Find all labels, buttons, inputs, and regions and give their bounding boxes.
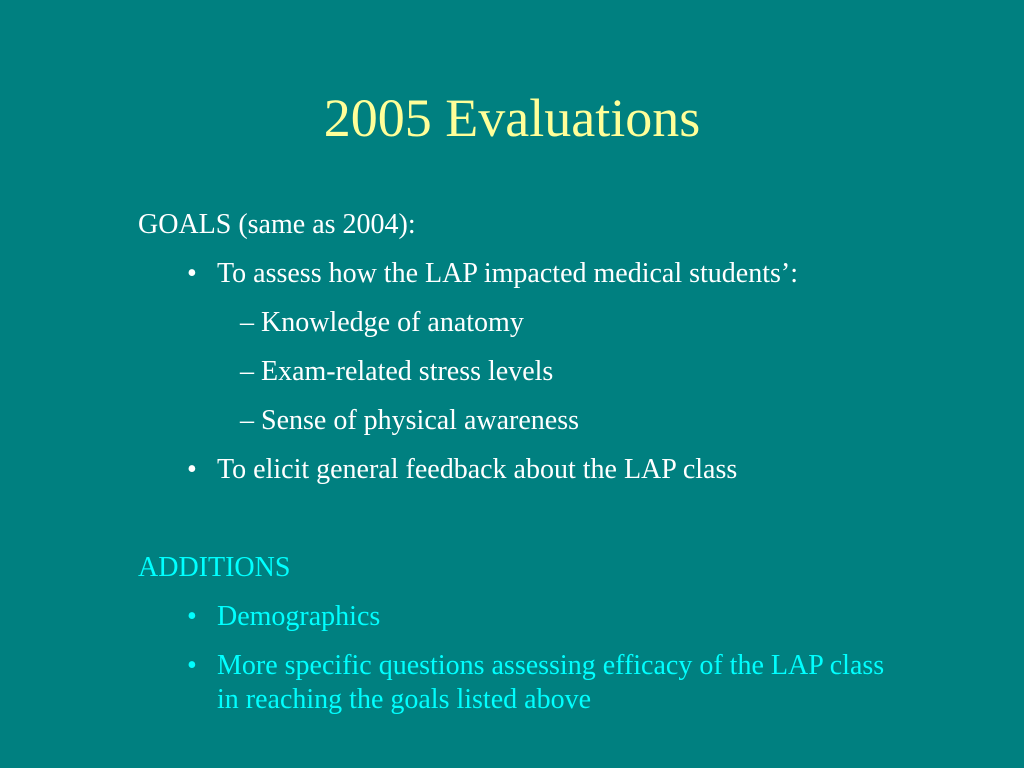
goals-sub-item-2-text: Exam-related stress levels: [261, 356, 554, 387]
goals-bullet-2: [187, 453, 737, 487]
additions-bullet-1: [187, 600, 380, 634]
goals-sub-item-1: [240, 306, 524, 340]
goals-sub-item-3: [240, 404, 579, 438]
dash-marker: –: [240, 356, 254, 387]
slide-title: 2005 Evaluations: [323, 88, 701, 148]
goals-sub-item-1-text: Knowledge of anatomy: [261, 307, 524, 338]
bullet-marker: •: [187, 650, 197, 681]
bullet-marker: •: [187, 258, 197, 289]
additions-bullet-2: [187, 649, 897, 717]
goals-bullet-1-text: To assess how the LAP impacted medical students’:: [217, 258, 798, 289]
goals-sub-item-3-text: Sense of physical awareness: [261, 405, 580, 436]
goals-heading: GOALS (same as 2004):: [138, 209, 416, 240]
dash-marker: –: [240, 307, 254, 338]
additions-bullet-1-text: Demographics: [217, 601, 381, 632]
dash-marker: –: [240, 405, 254, 436]
goals-bullet-1: [187, 257, 798, 291]
goals-bullet-2-text: To elicit general feedback about the LAP class: [217, 454, 738, 485]
bullet-marker: •: [187, 454, 197, 485]
additions-bullet-2-text: More specific questions assessing efficacy of the LAP class in reaching the goals listed above: [217, 650, 885, 715]
additions-heading: ADDITIONS: [138, 552, 291, 583]
goals-sub-item-2: [240, 355, 553, 389]
bullet-marker: •: [187, 601, 197, 632]
